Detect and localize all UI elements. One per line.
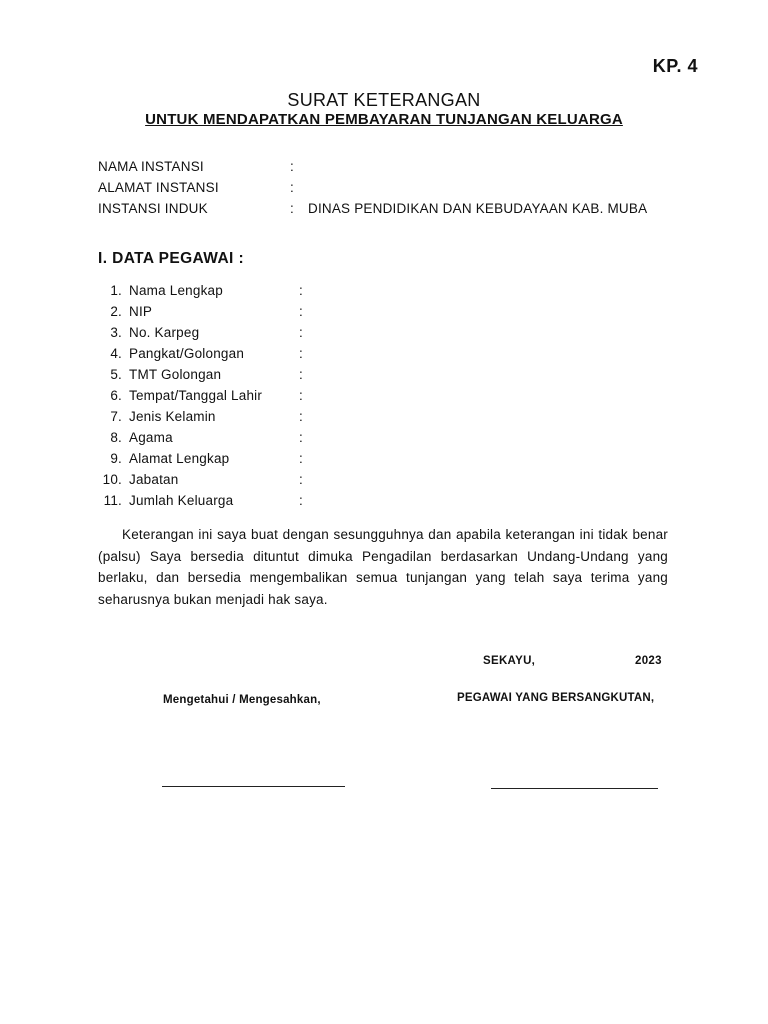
colon: : (299, 367, 303, 382)
colon: : (299, 346, 303, 361)
item-number: 11. (103, 493, 122, 508)
list-item (92, 343, 317, 364)
list-item (92, 469, 317, 490)
item-label: Jenis Kelamin (129, 409, 216, 424)
item-label: No. Karpeg (129, 325, 200, 340)
item-number: 3. (110, 325, 122, 340)
item-label: Pangkat/Golongan (129, 346, 245, 361)
colon: : (299, 283, 303, 298)
employee-data-list (92, 280, 317, 511)
item-label: TMT Golongan (129, 367, 222, 382)
statement-text: Keterangan ini saya buat dengan sesungguhnya dan apabila keterangan ini tidak benar (palsu) Saya bersedia dituntut dimuka Pengadilan berdasarkan Undang-Undang yang berlaku, dan bersedia mengembalikan semua tunjangan yang telah saya terima yang seharusnya bukan menjadi hak saya. (98, 527, 668, 607)
place-date (483, 655, 662, 667)
colon: : (299, 472, 303, 487)
item-label: Alamat Lengkap (129, 451, 230, 466)
item-label: NIP (129, 304, 153, 319)
institution-label: INSTANSI INDUK (98, 201, 208, 216)
list-item (92, 301, 317, 322)
item-label: Jabatan (129, 472, 179, 487)
list-item (92, 427, 317, 448)
item-label: Tempat/Tanggal Lahir (129, 388, 263, 403)
document-title: SURAT KETERANGAN (287, 90, 481, 110)
item-number: 7. (110, 409, 122, 424)
institution-table (98, 156, 647, 219)
colon: : (299, 388, 303, 403)
institution-row-parent (98, 198, 647, 219)
institution-label: NAMA INSTANSI (98, 159, 204, 174)
employee-label: PEGAWAI YANG BERSANGKUTAN, (457, 692, 655, 704)
form-code: KP. 4 (652, 56, 698, 76)
list-item (92, 385, 317, 406)
approver-label: Mengetahui / Mengesahkan, (163, 694, 321, 706)
year-text: 2023 (635, 655, 662, 667)
item-label: Nama Lengkap (129, 283, 223, 298)
employee-signature-line (491, 788, 658, 789)
item-number: 2. (110, 304, 122, 319)
list-item (92, 364, 317, 385)
item-number: 9. (110, 451, 122, 466)
item-number: 8. (110, 430, 122, 445)
section-heading: I. DATA PEGAWAI : (98, 250, 245, 267)
colon: : (290, 201, 294, 216)
approver-signature-line (162, 786, 345, 787)
item-number: 1. (110, 283, 122, 298)
item-label: Agama (129, 430, 173, 445)
list-item (92, 322, 317, 343)
item-number: 6. (110, 388, 122, 403)
colon: : (299, 409, 303, 424)
institution-row-name (98, 156, 647, 177)
list-item (92, 280, 317, 301)
item-number: 10. (102, 472, 122, 487)
colon: : (299, 430, 303, 445)
document-subtitle: UNTUK MENDAPATKAN PEMBAYARAN TUNJANGAN KELUARGA (145, 111, 623, 128)
institution-value: DINAS PENDIDIKAN DAN KEBUDAYAAN KAB. MUBA (308, 201, 648, 216)
list-item (92, 406, 317, 427)
item-number: 5. (110, 367, 122, 382)
institution-label: ALAMAT INSTANSI (98, 180, 219, 195)
colon: : (299, 325, 303, 340)
item-number: 4. (110, 346, 122, 361)
colon: : (299, 304, 303, 319)
statement-paragraph (98, 524, 668, 610)
list-item (92, 448, 317, 469)
colon: : (299, 451, 303, 466)
item-label: Jumlah Keluarga (129, 493, 234, 508)
list-item (92, 490, 317, 511)
place-text: SEKAYU, (483, 655, 536, 667)
colon: : (290, 159, 294, 174)
colon: : (299, 493, 303, 508)
colon: : (290, 180, 294, 195)
institution-row-address (98, 177, 647, 198)
